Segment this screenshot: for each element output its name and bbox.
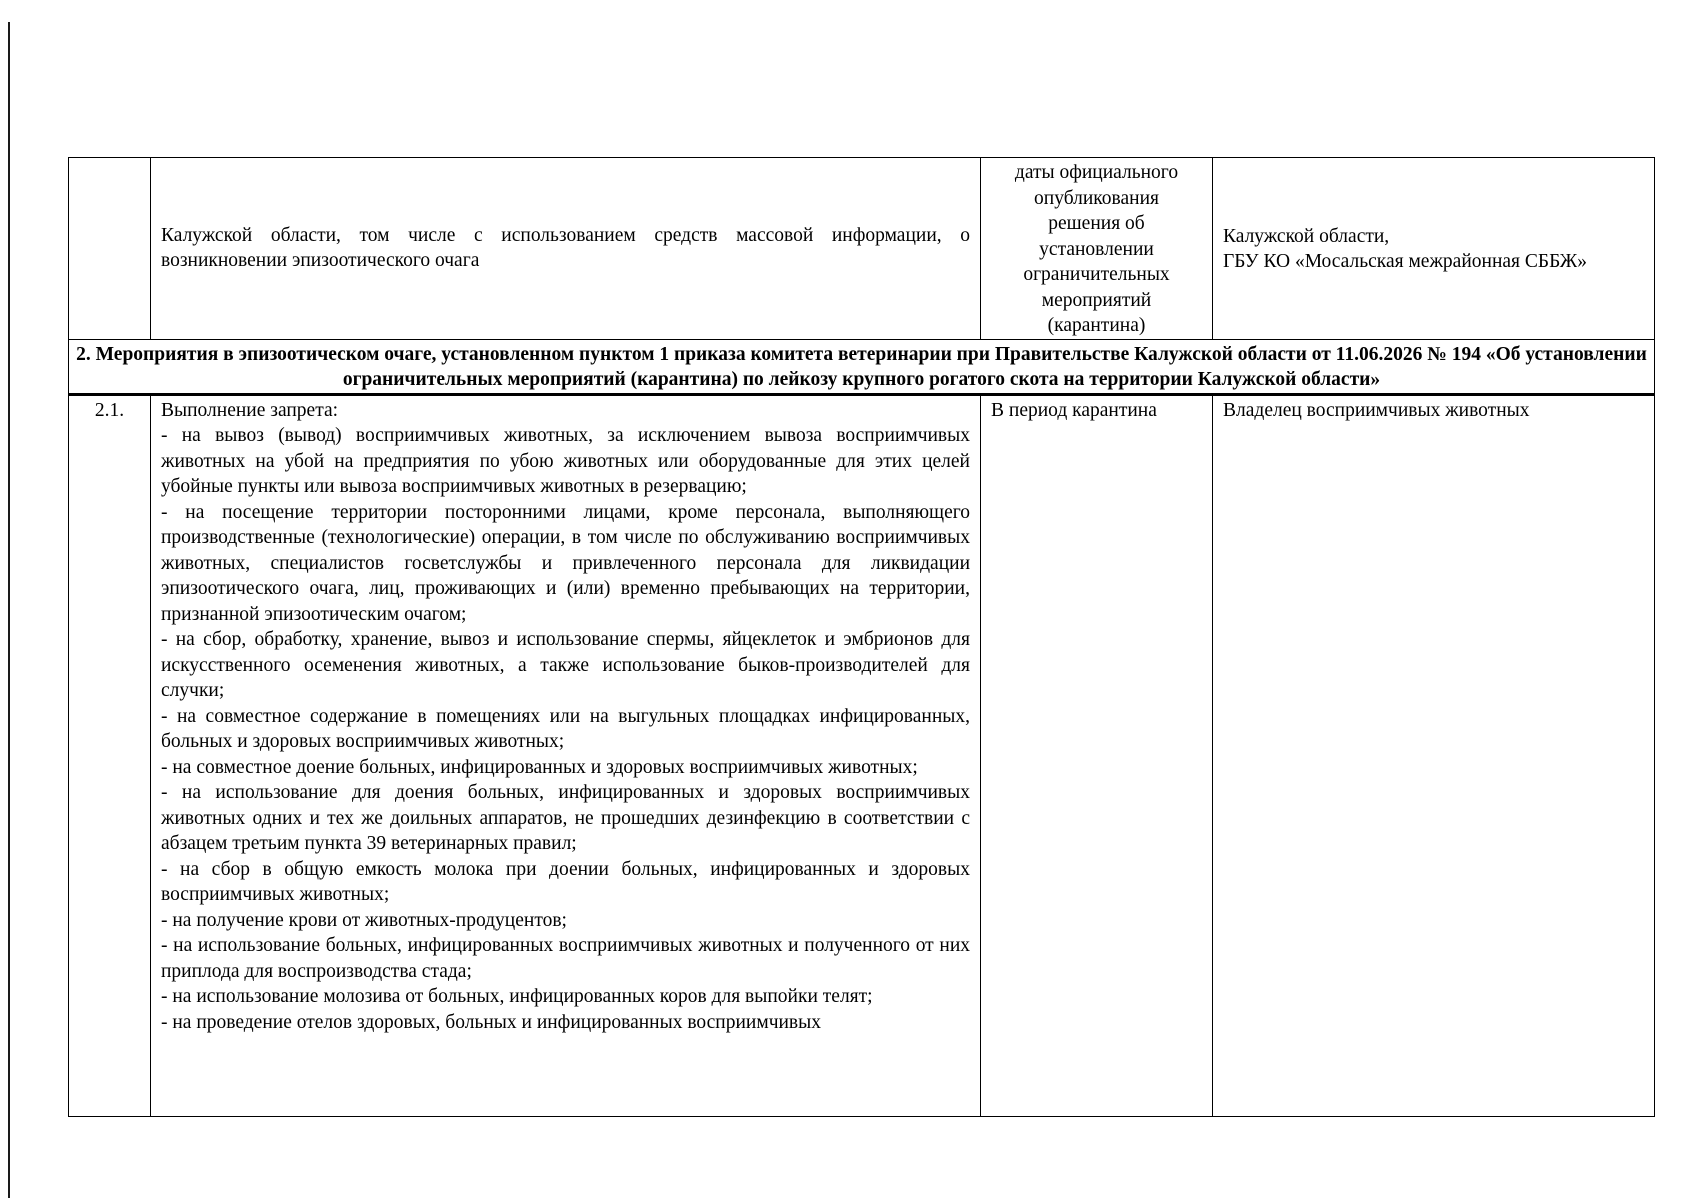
term-line: ограничительных	[1023, 264, 1170, 285]
term-line: установлении	[1039, 238, 1154, 260]
term-line: решения об	[1048, 213, 1145, 234]
cell-measure-text	[151, 394, 981, 1116]
cell-number: 2.1.	[69, 394, 151, 1116]
cell-term	[981, 158, 1213, 340]
responsible-line: ГБУ КО «Мосальская межрайонная СББЖ»	[1223, 251, 1588, 273]
table-row-continuation	[69, 158, 1655, 340]
prohibition-item: - на использование для доения больных, инфицированных и здоровых восприимчивых животных одних и тех же доильных аппаратов, не прошедших дезинфекцию в соответствии с абзацем третьим пункта 39 ветеринарных правил;	[161, 782, 970, 854]
term-line: (карантина)	[1047, 315, 1146, 336]
measures-table	[68, 157, 1655, 1117]
prohibition-item: - на проведение отелов здоровых, больных и инфицированных восприимчивых	[161, 1011, 821, 1033]
prohibition-item: - на совместное содержание в помещениях или на выгульных площадках инфицированных, больных и здоровых восприимчивых животных;	[161, 705, 970, 752]
prohibition-item: - на получение крови от животных-продуцентов;	[161, 909, 567, 931]
prohibition-item: - на сбор, обработку, хранение, вывоз и использование спермы, яйцеклеток и эмбрионов для искусственного осеменения животных, а также использование быков-производителей для случки;	[161, 629, 970, 701]
prohibition-item: - на использование молозива от больных, инфицированных коров для выпойки телят;	[161, 986, 873, 1007]
table-row-section-header	[69, 339, 1655, 394]
term-line: мероприятий	[1041, 289, 1152, 311]
prohibition-item: - на сбор в общую емкость молока при доении больных, инфицированных и здоровых восприимчивых животных;	[161, 858, 970, 905]
cell-responsible	[1213, 158, 1655, 340]
prohibition-item: - на посещение территории посторонними лицами, кроме персонала, выполняющего производственные (технологические) операции, в том числе по обслуживанию восприимчивых животных, специалистов госветслужбы и привлеченного персонала для ликвидации эпизоотического очага, лиц, проживающих и (или) временно пребывающих на территории, признанной эпизоотическим очагом;	[161, 501, 970, 625]
table-row-2-1	[69, 394, 1655, 1116]
cell-number	[69, 158, 151, 340]
responsible-line: Калужской области,	[1223, 225, 1390, 247]
prohibition-item: - на совместное доение больных, инфицированных и здоровых восприимчивых животных;	[161, 756, 918, 778]
prohibition-item: Выполнение запрета:	[161, 399, 339, 421]
cell-measure-text: Калужской области, том числе с использованием средств массовой информации, о возникновении эпизоотического очага	[151, 158, 981, 340]
term-line: даты официального	[1014, 162, 1179, 183]
prohibition-item: - на вывоз (вывод) восприимчивых животных, за исключением вывоза восприимчивых животных на убой на предприятия по убою животных или оборудованные для этих целей убойные пункты или вывоза восприимчивых животных в резервацию;	[161, 425, 970, 497]
section-header: 2. Мероприятия в эпизоотическом очаге, установленном пунктом 1 приказа комитета ветеринарии при Правительстве Калужской области от 11.06.2026 № 194 «Об установлении ограничительных мероприятий (карантина) по лейкозу крупного рогатого скота на территории Калужской области»	[69, 339, 1655, 394]
cell-term: В период карантина	[981, 394, 1213, 1116]
term-line: опубликования	[1034, 187, 1159, 209]
cell-responsible: Владелец восприимчивых животных	[1213, 394, 1655, 1116]
scan-edge-line	[8, 22, 10, 1198]
prohibition-item: - на использование больных, инфицированных восприимчивых животных и полученного от них приплода для воспроизводства стада;	[161, 935, 970, 982]
